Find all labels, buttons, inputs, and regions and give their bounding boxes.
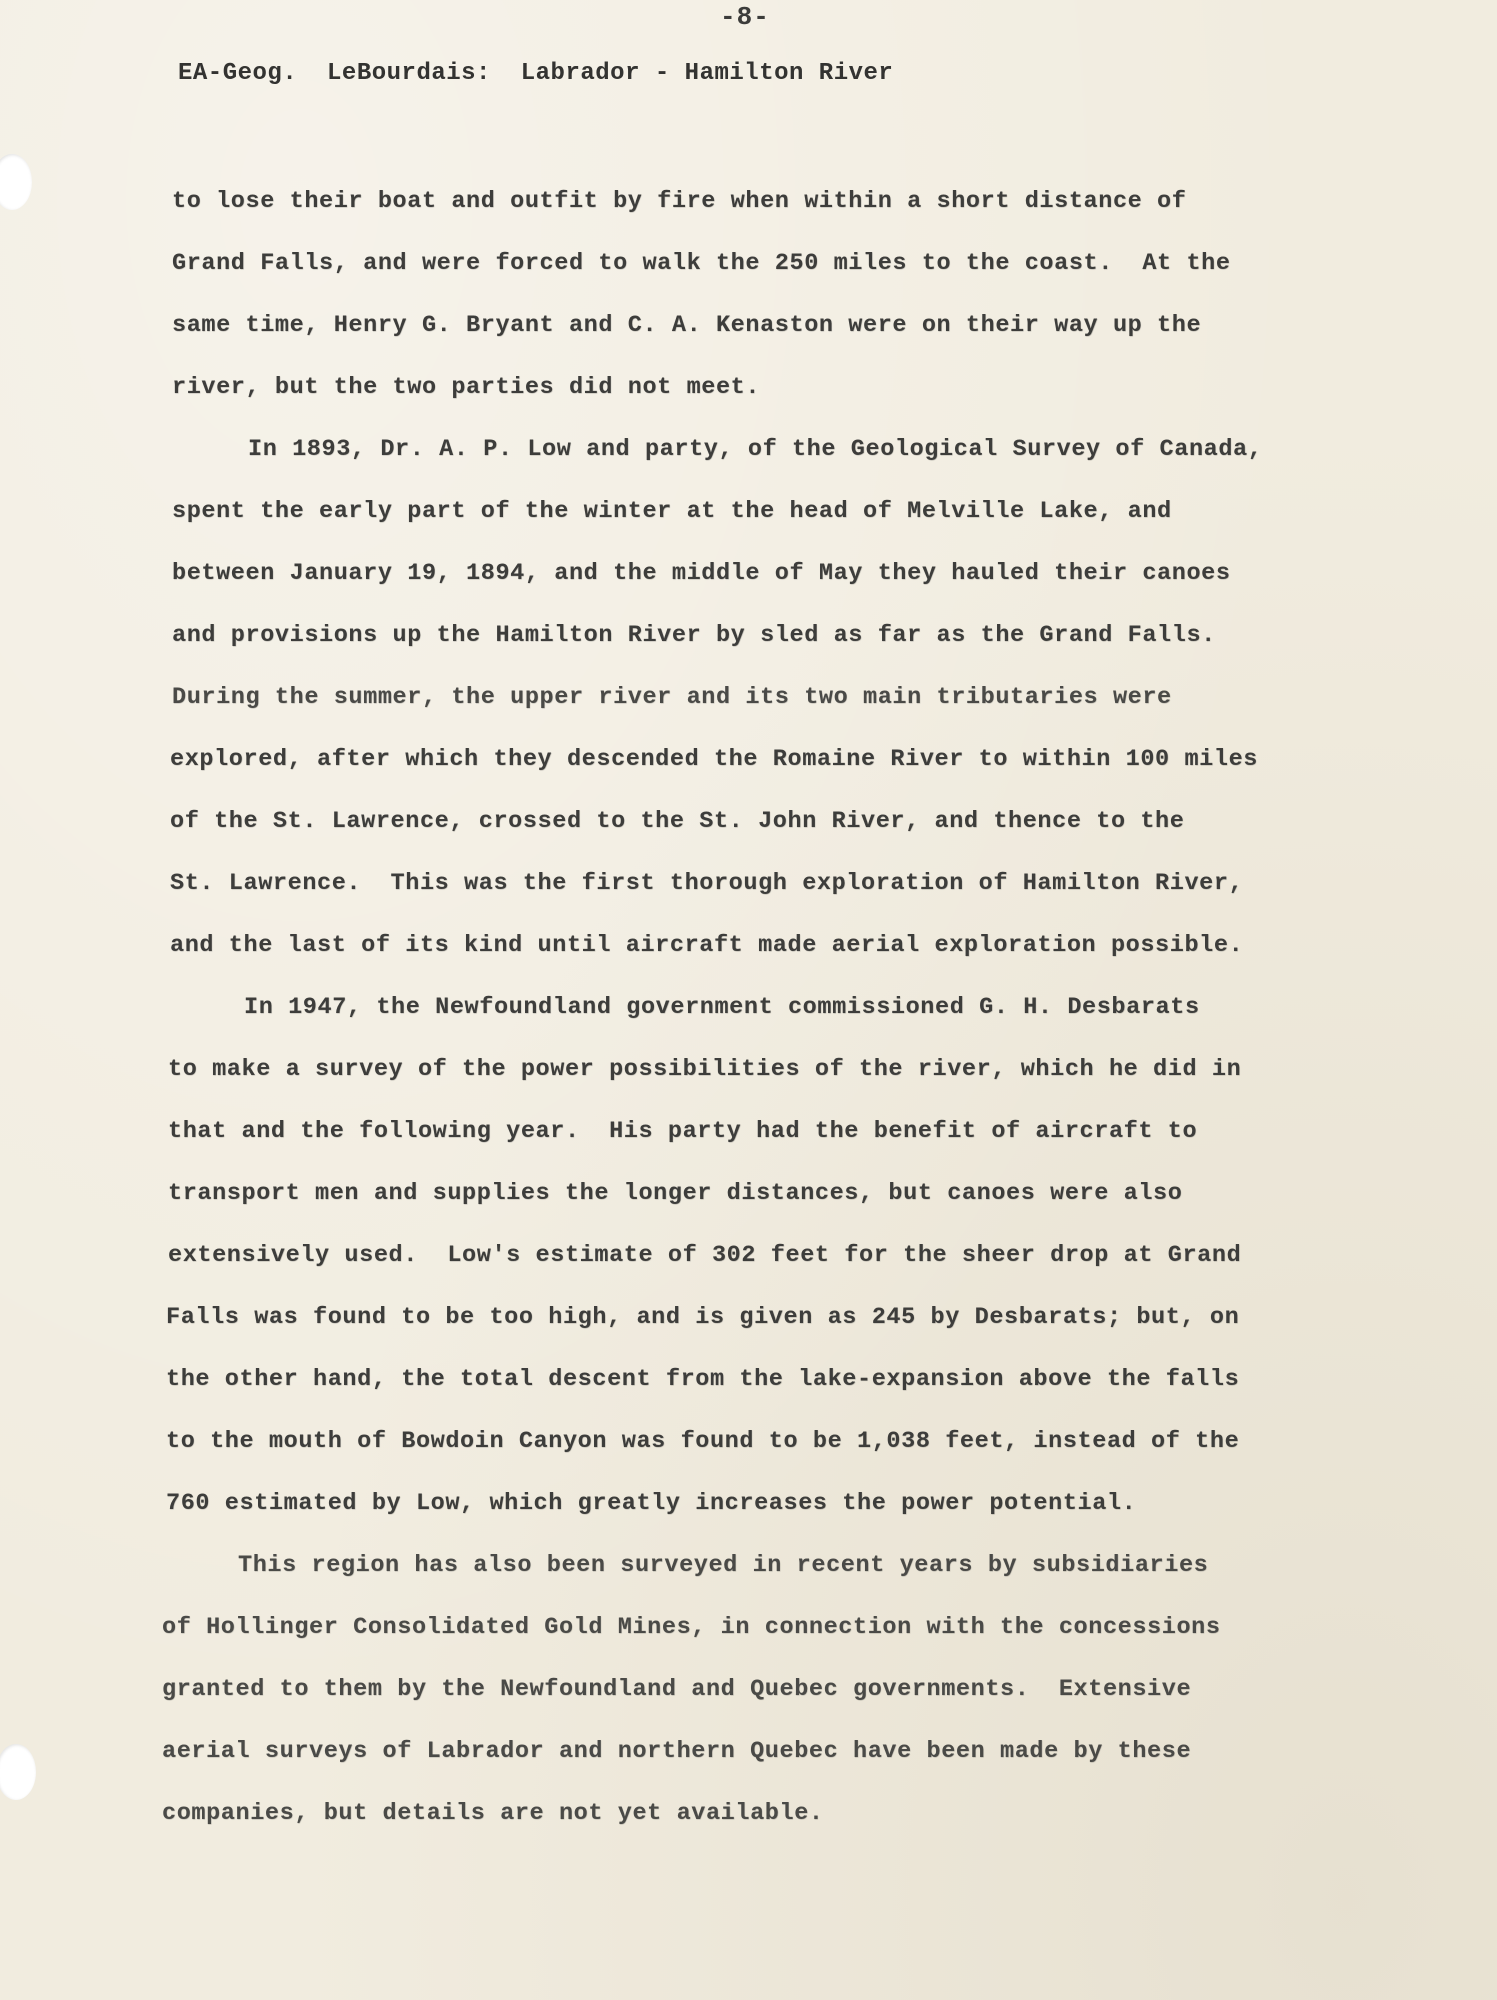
running-head: EA-Geog. LeBourdais: Labrador - Hamilton River xyxy=(178,60,894,87)
text-line: spent the early part of the winter at the head of Melville Lake, and xyxy=(172,498,1172,525)
text-line: Falls was found to be too high, and is given as 245 by Desbarats; but, on xyxy=(166,1304,1240,1331)
text-line: During the summer, the upper river and its two main tributaries were xyxy=(172,684,1172,711)
text-line: to the mouth of Bowdoin Canyon was found to be 1,038 feet, instead of the xyxy=(166,1428,1240,1455)
text-line: and provisions up the Hamilton River by sled as far as the Grand Falls. xyxy=(172,622,1216,649)
text-line: transport men and supplies the longer distances, but canoes were also xyxy=(168,1180,1183,1207)
text-line: Grand Falls, and were forced to walk the 250 miles to the coast. At the xyxy=(172,250,1231,277)
text-line: river, but the two parties did not meet. xyxy=(172,374,761,401)
text-line: the other hand, the total descent from the lake-expansion above the falls xyxy=(166,1366,1240,1393)
text-line: extensively used. Low's estimate of 302 feet for the sheer drop at Grand xyxy=(168,1242,1242,1269)
text-line: explored, after which they descended the Romaine River to within 100 miles xyxy=(170,746,1258,773)
text-line: In 1947, the Newfoundland government commissioned G. H. Desbarats xyxy=(244,994,1200,1021)
text-line: of the St. Lawrence, crossed to the St. John River, and thence to the xyxy=(170,808,1185,835)
text-line: companies, but details are not yet available. xyxy=(162,1800,824,1827)
text-line: to lose their boat and outfit by fire when within a short distance of xyxy=(172,188,1187,215)
text-line: This region has also been surveyed in recent years by subsidiaries xyxy=(238,1552,1209,1579)
text-line: same time, Henry G. Bryant and C. A. Kenaston were on their way up the xyxy=(172,312,1202,339)
text-line: to make a survey of the power possibilities of the river, which he did in xyxy=(168,1056,1242,1083)
text-line: St. Lawrence. This was the first thorough exploration of Hamilton River, xyxy=(170,870,1244,897)
text-line: of Hollinger Consolidated Gold Mines, in connection with the concessions xyxy=(162,1614,1221,1641)
text-line: between January 19, 1894, and the middle of May they hauled their canoes xyxy=(172,560,1231,587)
text-line: aerial surveys of Labrador and northern Quebec have been made by these xyxy=(162,1738,1192,1765)
text-line: 760 estimated by Low, which greatly increases the power potential. xyxy=(166,1490,1137,1517)
text-line: granted to them by the Newfoundland and Quebec governments. Extensive xyxy=(162,1676,1192,1703)
text-line: that and the following year. His party had the benefit of aircraft to xyxy=(168,1118,1198,1145)
page-number: -8- xyxy=(720,2,770,32)
text-line: and the last of its kind until aircraft made aerial exploration possible. xyxy=(170,932,1244,959)
text-line: In 1893, Dr. A. P. Low and party, of the Geological Survey of Canada, xyxy=(248,436,1263,463)
